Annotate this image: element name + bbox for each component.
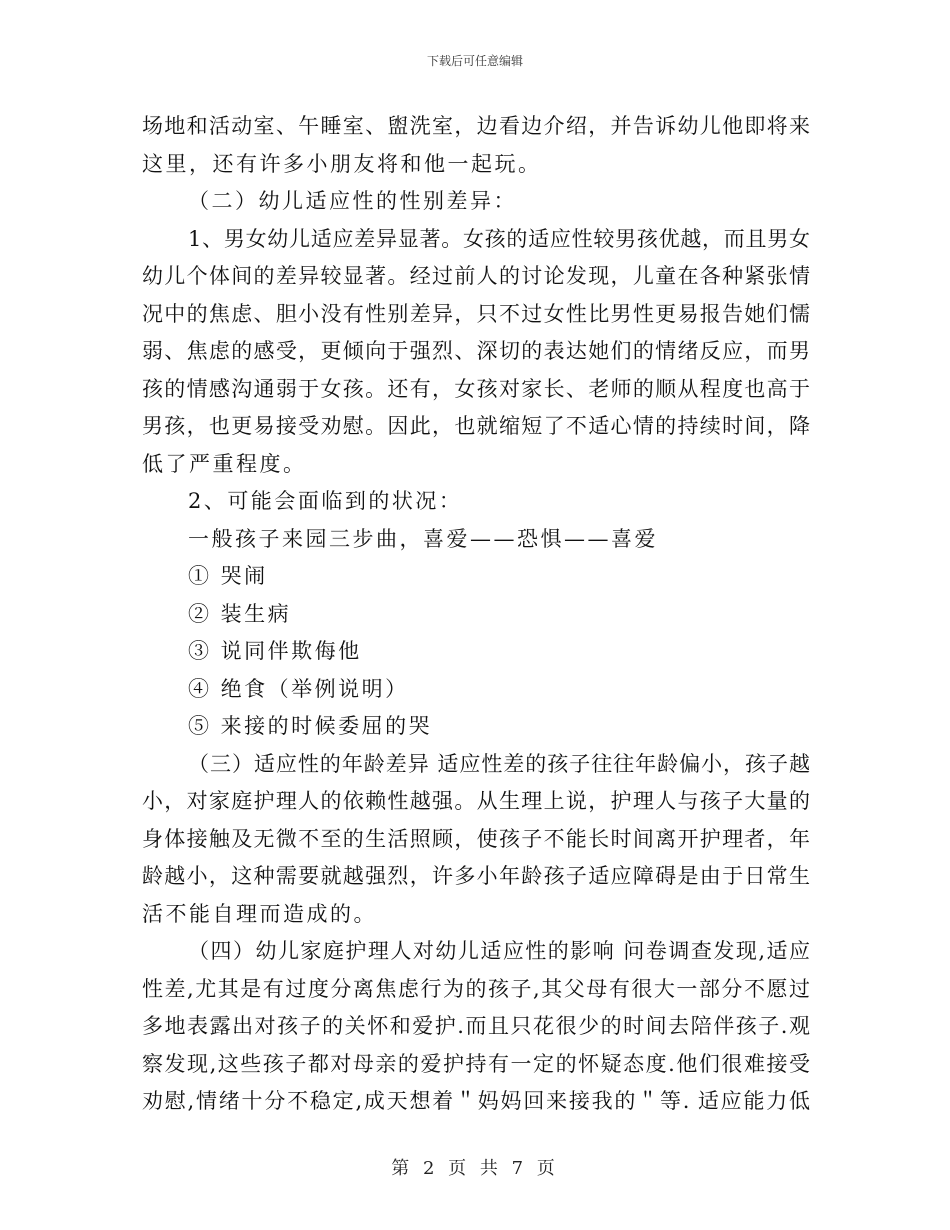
paragraph-line: 男孩，也更易接受劝慰。因此，也就缩短了不适心情的持续时间，降 [142, 414, 810, 438]
paragraph-line: 小，对家庭护理人的依赖性越强。从生理上说，护理人与孩子大量的 [142, 789, 810, 813]
paragraph-line: 这里，还有许多小朋友将和他一起玩。 [142, 151, 542, 176]
list-item: ② 装生病 [188, 601, 292, 626]
page-header: 下载后可任意编辑 [426, 54, 523, 68]
section-heading: （三）适应性的年龄差异 适应性差的孩子往往年龄偏小，孩子越 [188, 751, 810, 776]
paragraph-line: 幼儿个体间的差异较显著。经过前人的讨论发现，儿童在各种紧张情 [142, 264, 810, 288]
paragraph-line: 低了严重程度。 [142, 451, 307, 476]
page-number: 第 2 页 共 7 页 [391, 1158, 559, 1179]
body-text [142, 108, 810, 1121]
paragraph-line: 孩的情感沟通弱于女孩。还有，女孩对家长、老师的顺从程度也高于 [142, 376, 810, 401]
paragraph-line: 活不能自理而造成的。 [142, 901, 377, 926]
section-heading: （二）幼儿适应性的性别差异： [188, 189, 517, 213]
paragraph-line: 龄越小，这种需要就越强烈，许多小年龄孩子适应障碍是由于日常生 [142, 864, 810, 888]
list-item: ③ 说同伴欺侮他 [188, 639, 362, 663]
section-heading: （四）幼儿家庭护理人对幼儿适应性的影响 问卷调查发现,适应 [188, 939, 810, 963]
paragraph-line: 察发现,这些孩子都对母亲的爱护持有一定的怀疑态度.他们很难接受 [142, 1051, 810, 1076]
paragraph-line: 一般孩子来园三步曲，喜爱——恐惧——喜爱 [188, 526, 658, 551]
list-item: ⑤ 来接的时候委屈的哭 [188, 714, 433, 738]
list-item: ④ 绝食（举例说明） [188, 676, 409, 701]
paragraph-line: 2、可能会面临到的状况： [188, 489, 463, 513]
paragraph-line: 身体接触及无微不至的生活照顾，使孩子不能长时间离开护理者，年 [142, 826, 810, 851]
paragraph-line: 性差,尤其是有过度分离焦虑行为的孩子,其父母有很大一部分不愿过 [142, 976, 810, 1001]
paragraph-line: 劝慰,情绪十分不稳定,成天想着＂妈妈回来接我的＂等. 适应能力低 [142, 1089, 810, 1113]
paragraph-line: 况中的焦虑、胆小没有性别差异，只不过女性比男性更易报告她们懦 [142, 301, 810, 326]
paragraph-line: 多地表露出对孩子的关怀和爱护.而且只花很少的时间去陪伴孩子.观 [142, 1014, 810, 1038]
paragraph-line: 场地和活动室、午睡室、盥洗室，边看边介绍，并告诉幼儿他即将来 [142, 114, 810, 138]
list-item: ① 哭闹 [188, 564, 268, 588]
paragraph-line: 1、男女幼儿适应差异显著。女孩的适应性较男孩优越，而且男女 [188, 226, 810, 251]
paragraph-line: 弱、焦虑的感受，更倾向于强烈、深切的表达她们的情绪反应，而男 [142, 339, 810, 363]
